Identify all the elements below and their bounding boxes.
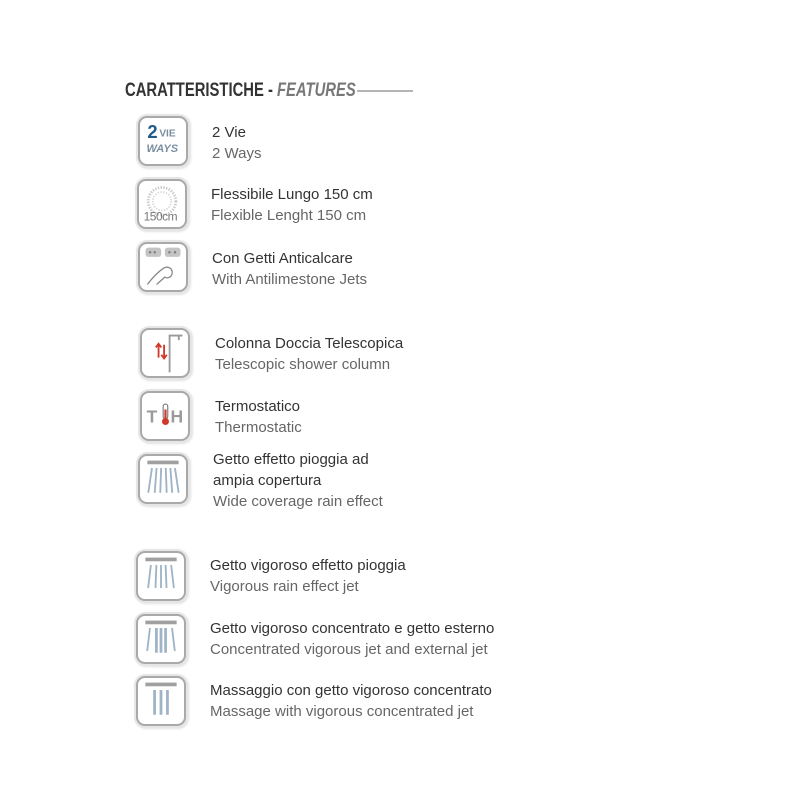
feature-label-italian: Termostatico <box>215 398 301 415</box>
feature-label-english: Flexible Lenght 150 cm <box>211 207 367 224</box>
feature-label-english: Massage with vigorous concentrated jet <box>210 703 474 720</box>
feature-label-english: Wide coverage rain effect <box>213 493 383 510</box>
feature-label-english: Concentrated vigorous jet and external jet <box>210 641 488 658</box>
telescopic-column-icon <box>140 328 190 378</box>
feature-label-italian: Colonna Doccia Telescopica <box>215 335 404 352</box>
feature-label-italian: Massaggio con getto vigoroso concentrato <box>210 682 492 699</box>
icon-number: 2 <box>147 121 158 143</box>
icon-vie-label: VIE <box>159 128 176 140</box>
feature-label-italian: Getto effetto pioggia ad <box>213 451 369 468</box>
feature-label-english: 2 Ways <box>212 145 262 162</box>
icon-length-label: 150cm <box>143 209 178 224</box>
feature-label-italian: Getto vigoroso effetto pioggia <box>210 557 406 574</box>
vigorous-rain-icon <box>136 551 186 601</box>
feature-label-italian: 2 Vie <box>212 124 246 141</box>
thermostatic-icon <box>140 391 190 441</box>
header-divider <box>357 90 413 92</box>
icon-h-label: H <box>170 406 184 427</box>
feature-label-italian-line2: ampia copertura <box>213 472 322 489</box>
flexible-hose-icon <box>137 179 187 229</box>
feature-label-english: With Antilimestone Jets <box>212 271 368 288</box>
feature-label-english: Telescopic shower column <box>215 356 391 373</box>
two-ways-icon <box>138 116 188 166</box>
feature-label-italian: Flessibile Lungo 150 cm <box>211 186 373 203</box>
feature-label-italian: Con Getti Anticalcare <box>212 250 353 267</box>
feature-label-english: Thermostatic <box>215 419 302 436</box>
massage-jet-icon <box>136 676 186 726</box>
header-title-english: FEATURES <box>277 80 356 101</box>
feature-label-italian: Getto vigoroso concentrato e getto esterno <box>210 620 495 637</box>
section-header <box>125 78 356 104</box>
antilimestone-jets-icon <box>138 242 188 292</box>
rain-wide-coverage-icon <box>138 454 188 504</box>
icon-t-label: T <box>146 406 158 427</box>
header-title-italian: CARATTERISTICHE - <box>125 80 273 101</box>
icon-ways-label: WAYS <box>146 143 179 156</box>
feature-label-english: Vigorous rain effect jet <box>210 578 359 595</box>
concentrated-external-jet-icon <box>136 614 186 664</box>
